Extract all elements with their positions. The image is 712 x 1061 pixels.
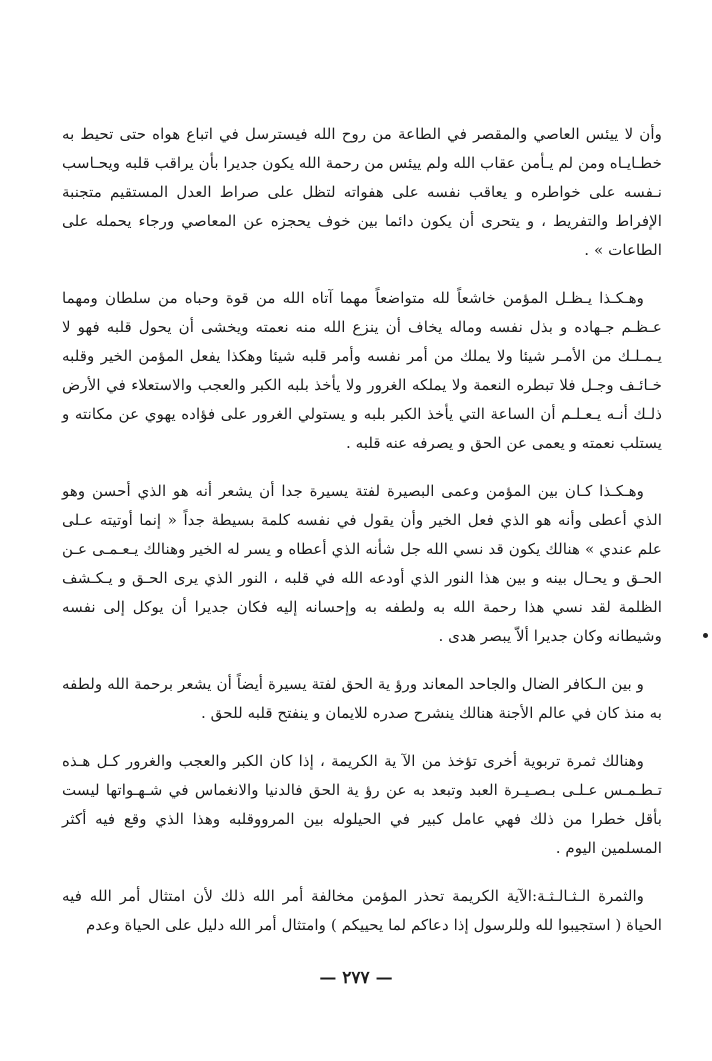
paragraph-1: وأن لا ييئس العاصي والمقصر في الطاعة من روح الله فيسترسل في اتباع هواه حتى تحيط به خطـايـاه ومن لم يـأمن عقاب الله ولم ييئس من رحمة الله يكون جديرا بأن يراقب قلبه ويحـاسب نـفسه على خواطره و يعاقب نفسه على هفواته لتظل على صراط العدل المستقيم متجنبة الإفراط والتفريط ، و يتحرى أن يكون دائما بين خوف يحجزه عن المعاصي ورجاء يحمله على الطاعات » . [62, 125, 662, 259]
page-body [62, 120, 662, 959]
page-number: — ٢٧٧ — [319, 968, 393, 988]
paragraph-6: والثمرة الـثـالـثـة:الآية الكريمة تحذر المؤمن مخالفة أمر الله ذلك لأن امتثال أمر الله فيه الحياة ( استجيبوا لله وللرسول إذا دعاكم لما يحييكم ) وامتثال أمر الله دليل على الحياة وعدم [62, 887, 662, 934]
paragraph-2: وهـكـذا يـظـل المؤمن خاشعاً لله متواضعاً مهما آتاه الله من قوة وحباه من سلطان ومهما عـظـم جـهاده و بذل نفسه وماله يخاف أن ينزع الله منه نعمته ويخشى أن يحول قلبه فهو لا يـمـلـك من الأمـر شيئا ولا يملك من أمر نفسه وأمر قلبه شيئا وهكذا يفعل المؤمن الخير وقلبه خـائـف وجـل فلا تبطره النعمة ولا يملكه الغرور ولا يأخذ بلبه الكبر والعجب والاستعلاء في الأرض ذلـك أنـه يـعـلـم أن الساعة التي يأخذ الكبر بلبه و يستولي الغرور على فؤاده يهوي عن مكانته و يستلب نعمته و يعمى عن الحق و يصرفه عنه قلبه . [62, 289, 662, 452]
paragraph-5: وهنالك ثمرة تربوية أخرى تؤخذ من الآ ية الكريمة ، إذا كان الكبر والعجب والغرور كـل هـذه تـطـمـس عـلـى بـصـيـرة العبد وتبعد به عن رؤ ية الحق فالدنيا والانغماس في شـهـواتها ليست بأقل خطرا من ذلك فهي عامل كبير في الحيلوله بين المرووقلبه وهذا الذي وقع فيه أكثر المسلمين اليوم . [62, 752, 662, 857]
paragraph-3: وهـكـذا كـان بين المؤمن وعمى البصيرة لفتة يسيرة جدا أن يشعر أنه هو الذي أحسن وهو الذي أعطى وأنه هو الذي فعل الخير وأن يقول في نفسه كلمة بسيطة جداً « إنما أوتيته عـلى علم عندي » هنالك يكون قد نسي الله جل شأنه الذي أعطاه و يسر له الخير وهنالك يـعـمـى عـن الحـق و يحـال بينه و بين هذا النور الذي أودعه الله في قلبه ، النور الذي يرى الحـق و يـكـشف الظلمة لقد نسي هذا رحمة الله به ولطفه به وإحسانه إليه فكان جديرا أن يوكل إلى نفسه وشيطانه وكان جديرا ألاّ يبصر هدى . [62, 482, 662, 645]
margin-dot [703, 633, 708, 638]
paragraph-4: و بين الـكافر الضال والجاحد المعاند ورؤ ية الحق لفتة يسيرة أيضاً أن يشعر برحمة الله ولطفه به منذ كان في عالم الأجنة هنالك ينشرح صدره للايمان و ينفتح قلبه للحق . [62, 675, 662, 722]
